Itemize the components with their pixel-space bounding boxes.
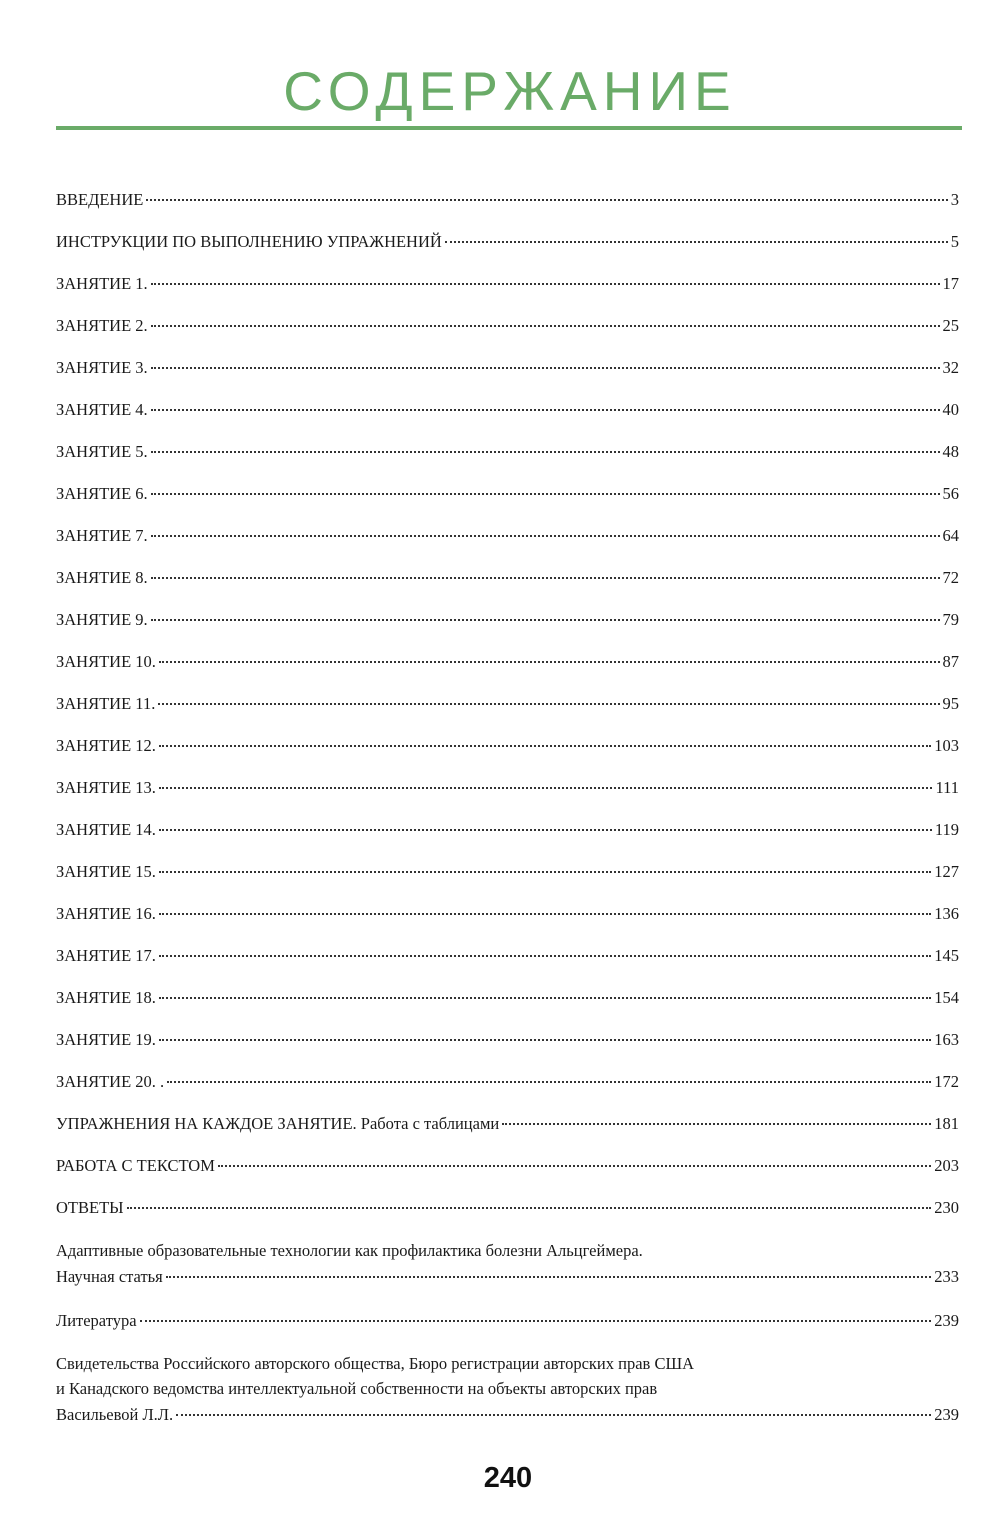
toc-entry-page: 230 (934, 1198, 959, 1217)
toc-entry-label: Научная статья (56, 1267, 163, 1286)
toc-entry-article[interactable] (56, 1230, 959, 1291)
toc-entry[interactable] (56, 684, 959, 726)
toc-entry-page: 79 (942, 610, 959, 629)
dot-leader (158, 703, 939, 705)
toc-entry-label: ЗАНЯТИЕ 17. (56, 946, 156, 965)
toc-entry[interactable] (56, 768, 959, 810)
dot-leader (140, 1320, 932, 1322)
toc-entry-label: ЗАНЯТИЕ 3. (56, 358, 148, 377)
page-number: 240 (483, 1462, 533, 1494)
dot-leader (151, 577, 940, 579)
dot-leader (151, 493, 940, 495)
dot-leader (159, 787, 933, 789)
dot-leader (146, 199, 947, 201)
title-underline (56, 126, 962, 130)
toc-entry-label: ЗАНЯТИЕ 8. (56, 568, 148, 587)
toc-entry[interactable] (56, 264, 959, 306)
dot-leader (159, 661, 940, 663)
toc-entry-page: 111 (935, 778, 959, 797)
toc-entry-page: 72 (942, 568, 959, 587)
toc-entry-label: РАБОТА С ТЕКСТОМ (56, 1156, 215, 1175)
toc-entry-label: УПРАЖНЕНИЯ НА КАЖДОЕ ЗАНЯТИЕ. Работа с таблицами (56, 1114, 500, 1133)
toc-entry[interactable] (56, 180, 959, 222)
dot-leader (176, 1414, 931, 1416)
dot-leader (151, 325, 940, 327)
toc-entry-label: ЗАНЯТИЕ 19. (56, 1030, 156, 1049)
toc-entry[interactable] (56, 474, 959, 516)
dot-leader (151, 451, 940, 453)
toc-entry-label: ЗАНЯТИЕ 15. (56, 862, 156, 881)
toc-entry-page: 17 (942, 274, 959, 293)
toc-entry-page: 181 (934, 1114, 959, 1133)
toc-entry[interactable] (56, 390, 959, 432)
toc-entry-literature[interactable] (56, 1301, 959, 1343)
toc-entry[interactable] (56, 432, 959, 474)
table-of-contents (56, 180, 959, 1429)
toc-entry[interactable] (56, 1020, 959, 1062)
toc-entry-label: ЗАНЯТИЕ 12. (56, 736, 156, 755)
toc-entry-page: 87 (942, 652, 959, 671)
toc-entry-certificates-line2: и Канадского ведомства интеллектуальной собственности на объекты авторских прав (56, 1379, 658, 1398)
toc-entry[interactable] (56, 810, 959, 852)
toc-entry-page: 5 (950, 232, 959, 251)
toc-entry-label: ЗАНЯТИЕ 5. (56, 442, 148, 461)
toc-entry-label: ЗАНЯТИЕ 2. (56, 316, 148, 335)
toc-entry-page: 103 (934, 736, 959, 755)
toc-entry-label: ЗАНЯТИЕ 11. (56, 694, 156, 713)
dot-leader (151, 409, 940, 411)
toc-entry-page: 127 (934, 862, 959, 881)
toc-entry-page: 203 (934, 1156, 959, 1175)
dot-leader (159, 871, 931, 873)
dot-leader (502, 1123, 931, 1125)
toc-entry[interactable] (56, 1062, 959, 1104)
toc-entry[interactable] (56, 978, 959, 1020)
toc-entry-page: 145 (934, 946, 959, 965)
toc-entry-certificates-line1: Свидетельства Российского авторского общества, Бюро регистрации авторских прав США (56, 1354, 695, 1373)
toc-entry[interactable] (56, 516, 959, 558)
toc-entry-label: ЗАНЯТИЕ 14. (56, 820, 156, 839)
toc-entry-page: 154 (934, 988, 959, 1007)
toc-entry[interactable] (56, 222, 959, 264)
toc-entry[interactable] (56, 1146, 959, 1188)
toc-entry[interactable] (56, 348, 959, 390)
dot-leader (159, 997, 931, 999)
toc-entry-page: 136 (934, 904, 959, 923)
toc-entry-page: 233 (934, 1267, 959, 1286)
toc-entry-label: ОТВЕТЫ (56, 1198, 124, 1217)
toc-entry-label: ЗАНЯТИЕ 20. . (56, 1072, 165, 1091)
toc-entry-page: 172 (934, 1072, 959, 1091)
dot-leader (151, 283, 940, 285)
toc-entry[interactable] (56, 306, 959, 348)
dot-leader (159, 1039, 931, 1041)
toc-entry-page: 48 (942, 442, 959, 461)
toc-entry-article-title: Адаптивные образовательные технологии как профилактика болезни Альцгеймера. (56, 1241, 643, 1260)
toc-entry[interactable] (56, 726, 959, 768)
toc-entry-label: ЗАНЯТИЕ 9. (56, 610, 148, 629)
toc-entry-page: 95 (942, 694, 959, 713)
toc-entry-page: 119 (934, 820, 959, 839)
dot-leader (151, 619, 940, 621)
dot-leader (127, 1207, 932, 1209)
toc-entry-label: ИНСТРУКЦИИ ПО ВЫПОЛНЕНИЮ УПРАЖНЕНИЙ (56, 232, 442, 251)
toc-entry-label: Литература (56, 1311, 137, 1330)
dot-leader (159, 745, 931, 747)
toc-entry-label: ЗАНЯТИЕ 10. (56, 652, 156, 671)
dot-leader (159, 913, 931, 915)
toc-entry-label: ЗАНЯТИЕ 18. (56, 988, 156, 1007)
toc-entry[interactable] (56, 894, 959, 936)
toc-entry[interactable] (56, 1104, 959, 1146)
toc-entry-page: 163 (934, 1030, 959, 1049)
dot-leader (159, 955, 931, 957)
toc-entry-page: 64 (942, 526, 959, 545)
toc-entry[interactable] (56, 600, 959, 642)
toc-entry-label: ЗАНЯТИЕ 13. (56, 778, 156, 797)
toc-entry-page: 56 (942, 484, 959, 503)
toc-entry-label: ЗАНЯТИЕ 4. (56, 400, 148, 419)
toc-entry[interactable] (56, 642, 959, 684)
toc-entry-label: ЗАНЯТИЕ 1. (56, 274, 148, 293)
dot-leader (218, 1165, 931, 1167)
toc-entry-page: 239 (934, 1405, 959, 1424)
dot-leader (159, 829, 932, 831)
page-title: СОДЕРЖАНИЕ (283, 60, 737, 122)
toc-entry-page: 25 (942, 316, 959, 335)
dot-leader (151, 535, 940, 537)
toc-entry[interactable] (56, 1188, 959, 1230)
toc-entry[interactable] (56, 852, 959, 894)
toc-entry-label: ВВЕДЕНИЕ (56, 190, 144, 209)
toc-entry-page: 40 (942, 400, 959, 419)
toc-entry-certificates[interactable] (56, 1343, 959, 1429)
toc-entry-page: 3 (950, 190, 959, 209)
dot-leader (166, 1276, 931, 1278)
toc-entry-page: 32 (942, 358, 959, 377)
dot-leader (445, 241, 948, 243)
toc-entry-label: ЗАНЯТИЕ 6. (56, 484, 148, 503)
toc-entry[interactable] (56, 558, 959, 600)
toc-entry-list (56, 180, 959, 1230)
toc-entry[interactable] (56, 936, 959, 978)
toc-entry-page: 239 (934, 1311, 959, 1330)
toc-entry-label: ЗАНЯТИЕ 16. (56, 904, 156, 923)
dot-leader (167, 1081, 931, 1083)
dot-leader (151, 367, 940, 369)
toc-entry-label: ЗАНЯТИЕ 7. (56, 526, 148, 545)
toc-entry-label: Васильевой Л.Л. (56, 1405, 174, 1424)
